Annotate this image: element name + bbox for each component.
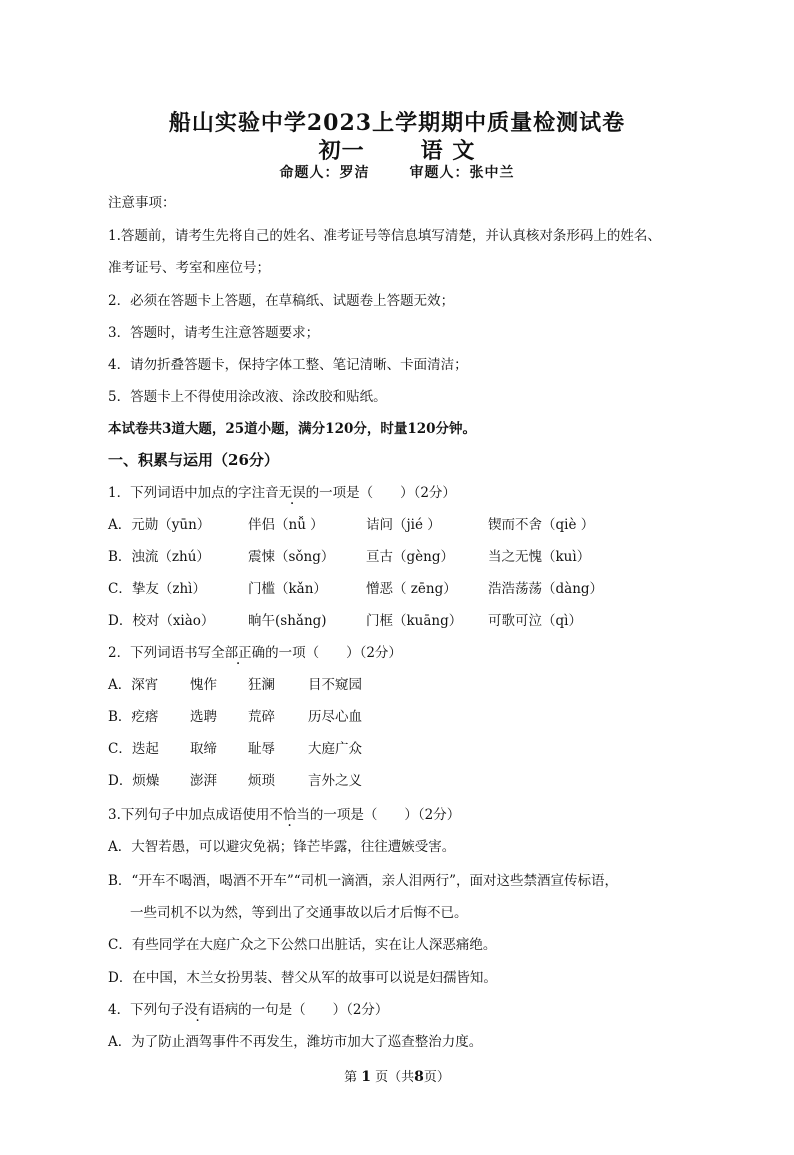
- notice-item: 4．请勿折叠答题卡，保持字体工整、笔记清晰、卡面清洁；: [108, 357, 468, 373]
- q2-option-b-word4: 历尽心血: [308, 709, 362, 725]
- author-line: [0, 162, 794, 182]
- q2-option-d-word2: 澎湃: [190, 773, 217, 789]
- q1-option-c-word3: 憎恶（ zēng）: [366, 581, 457, 597]
- q3-option-c: C．有些同学在大庭广众之下公然口出脏话，实在让人深恶痛绝。: [108, 937, 497, 953]
- q1-option-b-word2: 震悚（sǒng）: [248, 549, 335, 565]
- notice-item: 3．答题时，请考生注意答题要求；: [108, 325, 320, 341]
- q2-option-d-word3: 烦琐: [248, 773, 275, 789]
- q2-option-b-word2: 选聘: [190, 709, 217, 725]
- exam-summary: 本试卷共3道大题，25道小题，满分120分，时量120分钟。: [108, 421, 477, 437]
- question-1-stem: 1．下列词语中加点的字注音无误的一项是（ ）（2分）: [108, 481, 456, 501]
- notice-item: 5．答题卡上不得使用涂改液、涂改胶和贴纸。: [108, 389, 387, 405]
- q1-option-a-word1: A．元勋（yūn）: [108, 517, 211, 533]
- page-total: 8: [414, 1069, 424, 1085]
- q1-option-a-word4: 锲而不舍（qiè ）: [488, 517, 595, 533]
- question-2-stem: 2．下列词语书写全部正确的一项（ ）（2分）: [108, 641, 402, 661]
- emphasis-text: 全部正确: [211, 645, 266, 661]
- q1-option-b-word4: 当之无愧（kuì）: [488, 549, 591, 565]
- q2-option-b-word3: 荒碎: [248, 709, 275, 725]
- page-footer: 第 1 页（共8页）: [344, 1069, 450, 1085]
- q3-option-a: A．大智若愚，可以避灾免祸；锋芒毕露，往往遭嫉受害。: [108, 839, 456, 855]
- q1-option-d-word2: 晌午(shǎng): [248, 613, 327, 629]
- q2-option-c-word2: 取缔: [190, 741, 217, 757]
- emphasis-text: 没有: [184, 1002, 212, 1018]
- q3-option-d: D．在中国，木兰女扮男装、替父从军的故事可以说是妇孺皆知。: [108, 970, 497, 986]
- q2-option-a-word1: A．深宵: [108, 677, 159, 693]
- emphasis-text: 无误: [278, 485, 306, 501]
- q1-option-d-word3: 门框（kuāng）: [366, 613, 463, 629]
- question-3-stem: 3.下列句子中加点成语使用不恰当的一项是（ ）（2分）: [108, 803, 460, 823]
- q3-option-b-continued: 一些司机不以为然，等到出了交通事故以后才后悔不已。: [130, 905, 468, 921]
- q2-option-b-word1: B．疙瘩: [108, 709, 159, 725]
- page-number: 1: [361, 1069, 371, 1085]
- emphasis-text: 不恰当: [269, 807, 310, 823]
- q2-option-a-word4: 目不窥园: [308, 677, 362, 693]
- q1-option-c-word4: 浩浩荡荡（dàng）: [488, 581, 604, 597]
- q1-option-d-word1: D．校对（xiào）: [108, 613, 215, 629]
- author-label: 命题人：罗洁: [279, 165, 370, 181]
- grade-subject-line: [0, 134, 794, 165]
- section-heading: 一、积累与运用（26分）: [108, 451, 279, 469]
- question-4-stem: 4．下列句子没有语病的一句是（ ）（2分）: [108, 998, 388, 1018]
- q4-option-a: A．为了防止酒驾事件不再发生，潍坊市加大了巡查整治力度。: [108, 1034, 483, 1050]
- exam-title: 船山实验中学2023上学期期中质量检测试卷: [168, 110, 626, 136]
- q2-option-c-word3: 耻辱: [248, 741, 275, 757]
- q3-option-b: B．“开车不喝酒，喝酒不开车”“司机一滴酒，亲人泪两行”，面对这些禁酒宣传标语，: [108, 873, 619, 889]
- q2-option-a-word3: 狂澜: [248, 677, 275, 693]
- q1-option-d-word4: 可歌可泣（qì）: [488, 613, 582, 629]
- grade-label: 初一: [318, 138, 365, 164]
- notice-item: 准考证号、考室和座位号；: [108, 260, 270, 276]
- q1-option-c-word2: 门槛（kǎn）: [248, 581, 327, 597]
- q1-option-b-word3: 亘古（gèng）: [366, 549, 454, 565]
- q1-option-a-word3: 诘问（jié ）: [366, 517, 441, 533]
- q1-option-a-word2: 伴侣（nǚ ）: [248, 517, 324, 533]
- q2-option-a-word2: 愧作: [190, 677, 217, 693]
- notice-item: 2．必须在答题卡上答题，在草稿纸、试题卷上答题无效；: [108, 293, 455, 309]
- q1-option-b-word1: B．浊流（zhú）: [108, 549, 210, 565]
- notice-item: 1.答题前，请考生先将自己的姓名、准考证号等信息填写清楚，并认真核对条形码上的姓名、: [108, 228, 661, 244]
- q2-option-c-word4: 大庭广众: [308, 741, 362, 757]
- q2-option-d-word4: 言外之义: [308, 773, 362, 789]
- subject-label: 语 文: [420, 138, 476, 164]
- notice-heading: 注意事项：: [108, 195, 176, 211]
- reviewer-label: 审题人：张中兰: [409, 165, 515, 181]
- q2-option-c-word1: C．迭起: [108, 741, 159, 757]
- q1-option-c-word1: C．挚友（zhì）: [108, 581, 206, 597]
- q2-option-d-word1: D．烦燥: [108, 773, 160, 789]
